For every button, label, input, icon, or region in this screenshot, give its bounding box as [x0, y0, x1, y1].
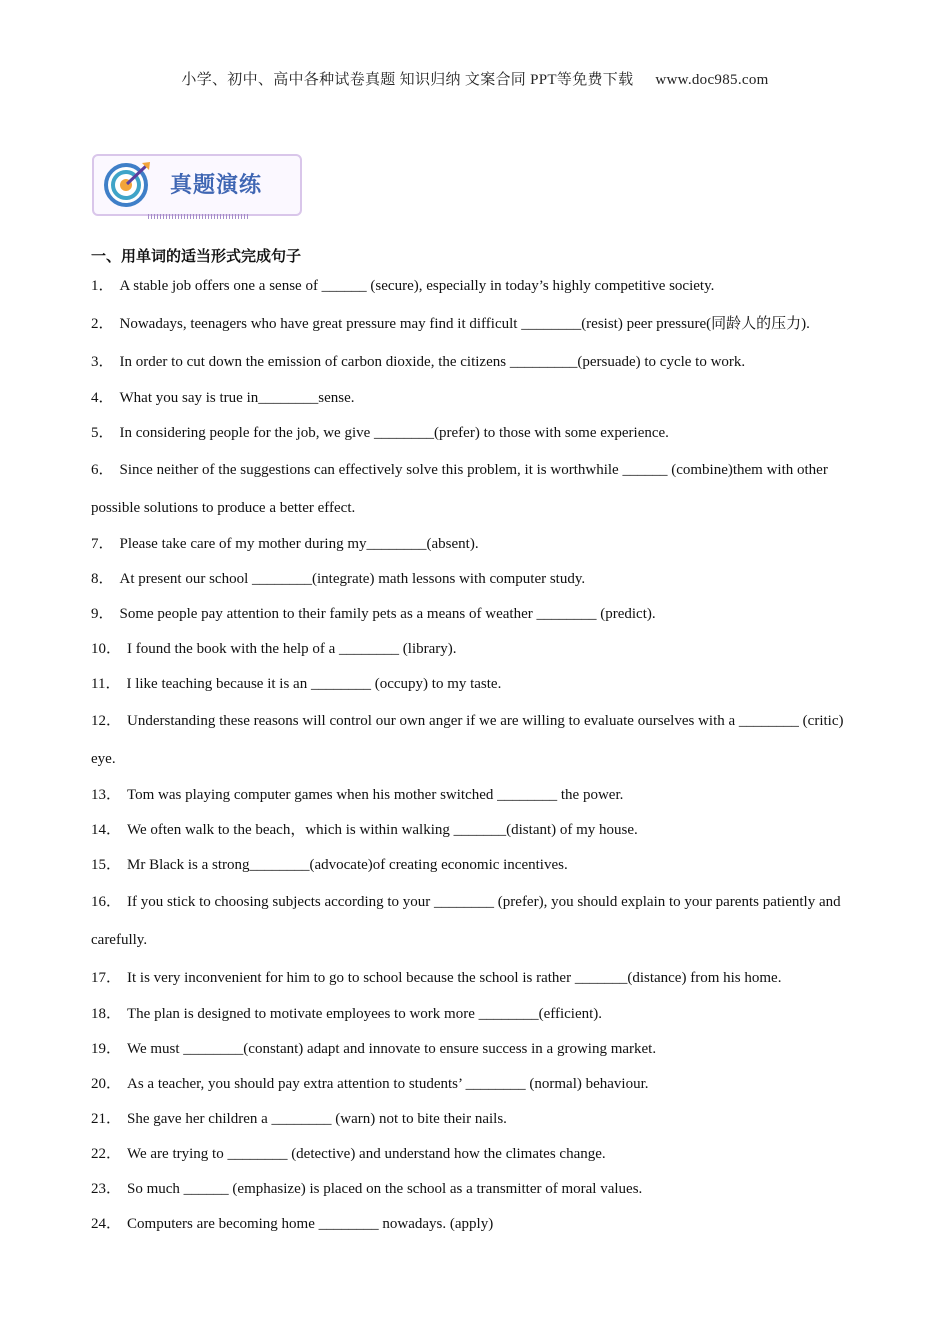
question-item	[91, 527, 861, 562]
question-text: So much ______ (emphasize) is placed on the school as a transmitter of moral values.	[127, 1181, 643, 1197]
question-item	[91, 667, 861, 702]
question-text: In considering people for the job, we give ________(prefer) to those with some experience.	[119, 425, 669, 441]
question-item	[91, 702, 861, 778]
question-text: Nowadays, teenagers who have great pressure may find it difficult ________(resist) peer pressure(同龄人的压力).	[119, 316, 810, 332]
question-number: 16．	[91, 894, 122, 910]
question-number: 6．	[91, 462, 114, 478]
section-title: 一、用单词的适当形式完成句子	[91, 247, 302, 265]
question-text: In order to cut down the emission of carbon dioxide, the citizens _________(persuade) to cycle to work.	[119, 354, 746, 370]
question-text: We are trying to ________ (detective) and understand how the climates change.	[127, 1146, 606, 1162]
question-number: 4．	[91, 390, 114, 406]
question-number: 10．	[91, 641, 122, 657]
question-number: 12．	[91, 713, 122, 729]
question-item	[91, 1172, 861, 1207]
question-item	[91, 1067, 861, 1102]
target-icon	[100, 158, 156, 208]
question-number: 21．	[91, 1111, 122, 1127]
question-text: Please take care of my mother during my________(absent).	[119, 536, 479, 552]
question-number: 22．	[91, 1146, 122, 1162]
question-item	[91, 778, 861, 813]
question-item	[91, 416, 861, 451]
question-text: Computers are becoming home ________ nowadays. (apply)	[127, 1216, 494, 1232]
question-item	[91, 267, 861, 305]
question-item	[91, 597, 861, 632]
question-text: Some people pay attention to their family pets as a means of weather ________ (predict).	[119, 606, 656, 622]
question-number: 7．	[91, 536, 114, 552]
question-text: We must ________(constant) adapt and innovate to ensure success in a growing market.	[127, 1041, 657, 1057]
question-text: I like teaching because it is an ________ (occupy) to my taste.	[126, 676, 502, 692]
question-number: 2．	[91, 316, 114, 332]
header-site: www.doc985.com	[655, 72, 769, 88]
question-item	[91, 451, 861, 527]
question-text: At present our school ________(integrate) math lessons with computer study.	[119, 571, 586, 587]
question-number: 23．	[91, 1181, 122, 1197]
question-number: 20．	[91, 1076, 122, 1092]
page-header	[0, 68, 950, 89]
question-text: It is very inconvenient for him to go to school because the school is rather _______(distance) from his home.	[127, 970, 782, 986]
question-item	[91, 381, 861, 416]
question-item	[91, 1207, 861, 1242]
question-number: 14．	[91, 822, 122, 838]
question-item	[91, 883, 861, 959]
question-text: She gave her children a ________ (warn) not to bite their nails.	[127, 1111, 507, 1127]
question-item	[91, 997, 861, 1032]
header-text: 小学、初中、高中各种试卷真题 知识归纳 文案合同 PPT等免费下载	[181, 72, 634, 88]
question-item	[91, 813, 861, 848]
question-number: 8．	[91, 571, 114, 587]
question-item	[91, 1137, 861, 1172]
question-number: 19．	[91, 1041, 122, 1057]
banner-stripes	[148, 214, 248, 219]
question-text: I found the book with the help of a ________ (library).	[127, 641, 457, 657]
question-number: 15．	[91, 857, 122, 873]
question-item	[91, 305, 861, 343]
question-text: Tom was playing computer games when his mother switched ________ the power.	[127, 787, 624, 803]
question-text: The plan is designed to motivate employees to work more ________(efficient).	[127, 1006, 603, 1022]
question-number: 18．	[91, 1006, 122, 1022]
exercise-content	[91, 245, 861, 1242]
question-text: Mr Black is a strong________(advocate)of creating economic incentives.	[127, 857, 568, 873]
question-number: 1．	[91, 278, 114, 294]
question-number: 13．	[91, 787, 122, 803]
question-list	[91, 267, 861, 1242]
question-text: Understanding these reasons will control our own anger if we are willing to evaluate ourselves with a ________ (critic) eye.	[91, 713, 844, 767]
question-item	[91, 848, 861, 883]
question-number: 17．	[91, 970, 122, 986]
question-item	[91, 343, 861, 381]
question-item	[91, 959, 861, 997]
question-item	[91, 632, 861, 667]
banner-title: 真题演练	[170, 173, 263, 198]
question-number: 11．	[91, 676, 121, 692]
question-number: 24．	[91, 1216, 122, 1232]
question-item	[91, 1032, 861, 1067]
question-item	[91, 562, 861, 597]
question-text: What you say is true in________sense.	[119, 390, 355, 406]
question-text: We often walk to the beach，which is within walking _______(distant) of my house.	[127, 822, 638, 838]
question-item	[91, 1102, 861, 1137]
question-number: 3．	[91, 354, 114, 370]
question-number: 9．	[91, 606, 114, 622]
question-text: If you stick to choosing subjects according to your ________ (prefer), you should explain to your parents patiently and carefully.	[91, 894, 841, 948]
question-text: Since neither of the suggestions can effectively solve this problem, it is worthwhile ______ (combine)them with other possible solutions to produce a better effect.	[91, 462, 828, 516]
section-banner	[92, 154, 302, 220]
question-number: 5．	[91, 425, 114, 441]
question-text: As a teacher, you should pay extra attention to students’ ________ (normal) behaviour.	[127, 1076, 649, 1092]
question-text: A stable job offers one a sense of ______ (secure), especially in today’s highly competitive society.	[119, 278, 715, 294]
